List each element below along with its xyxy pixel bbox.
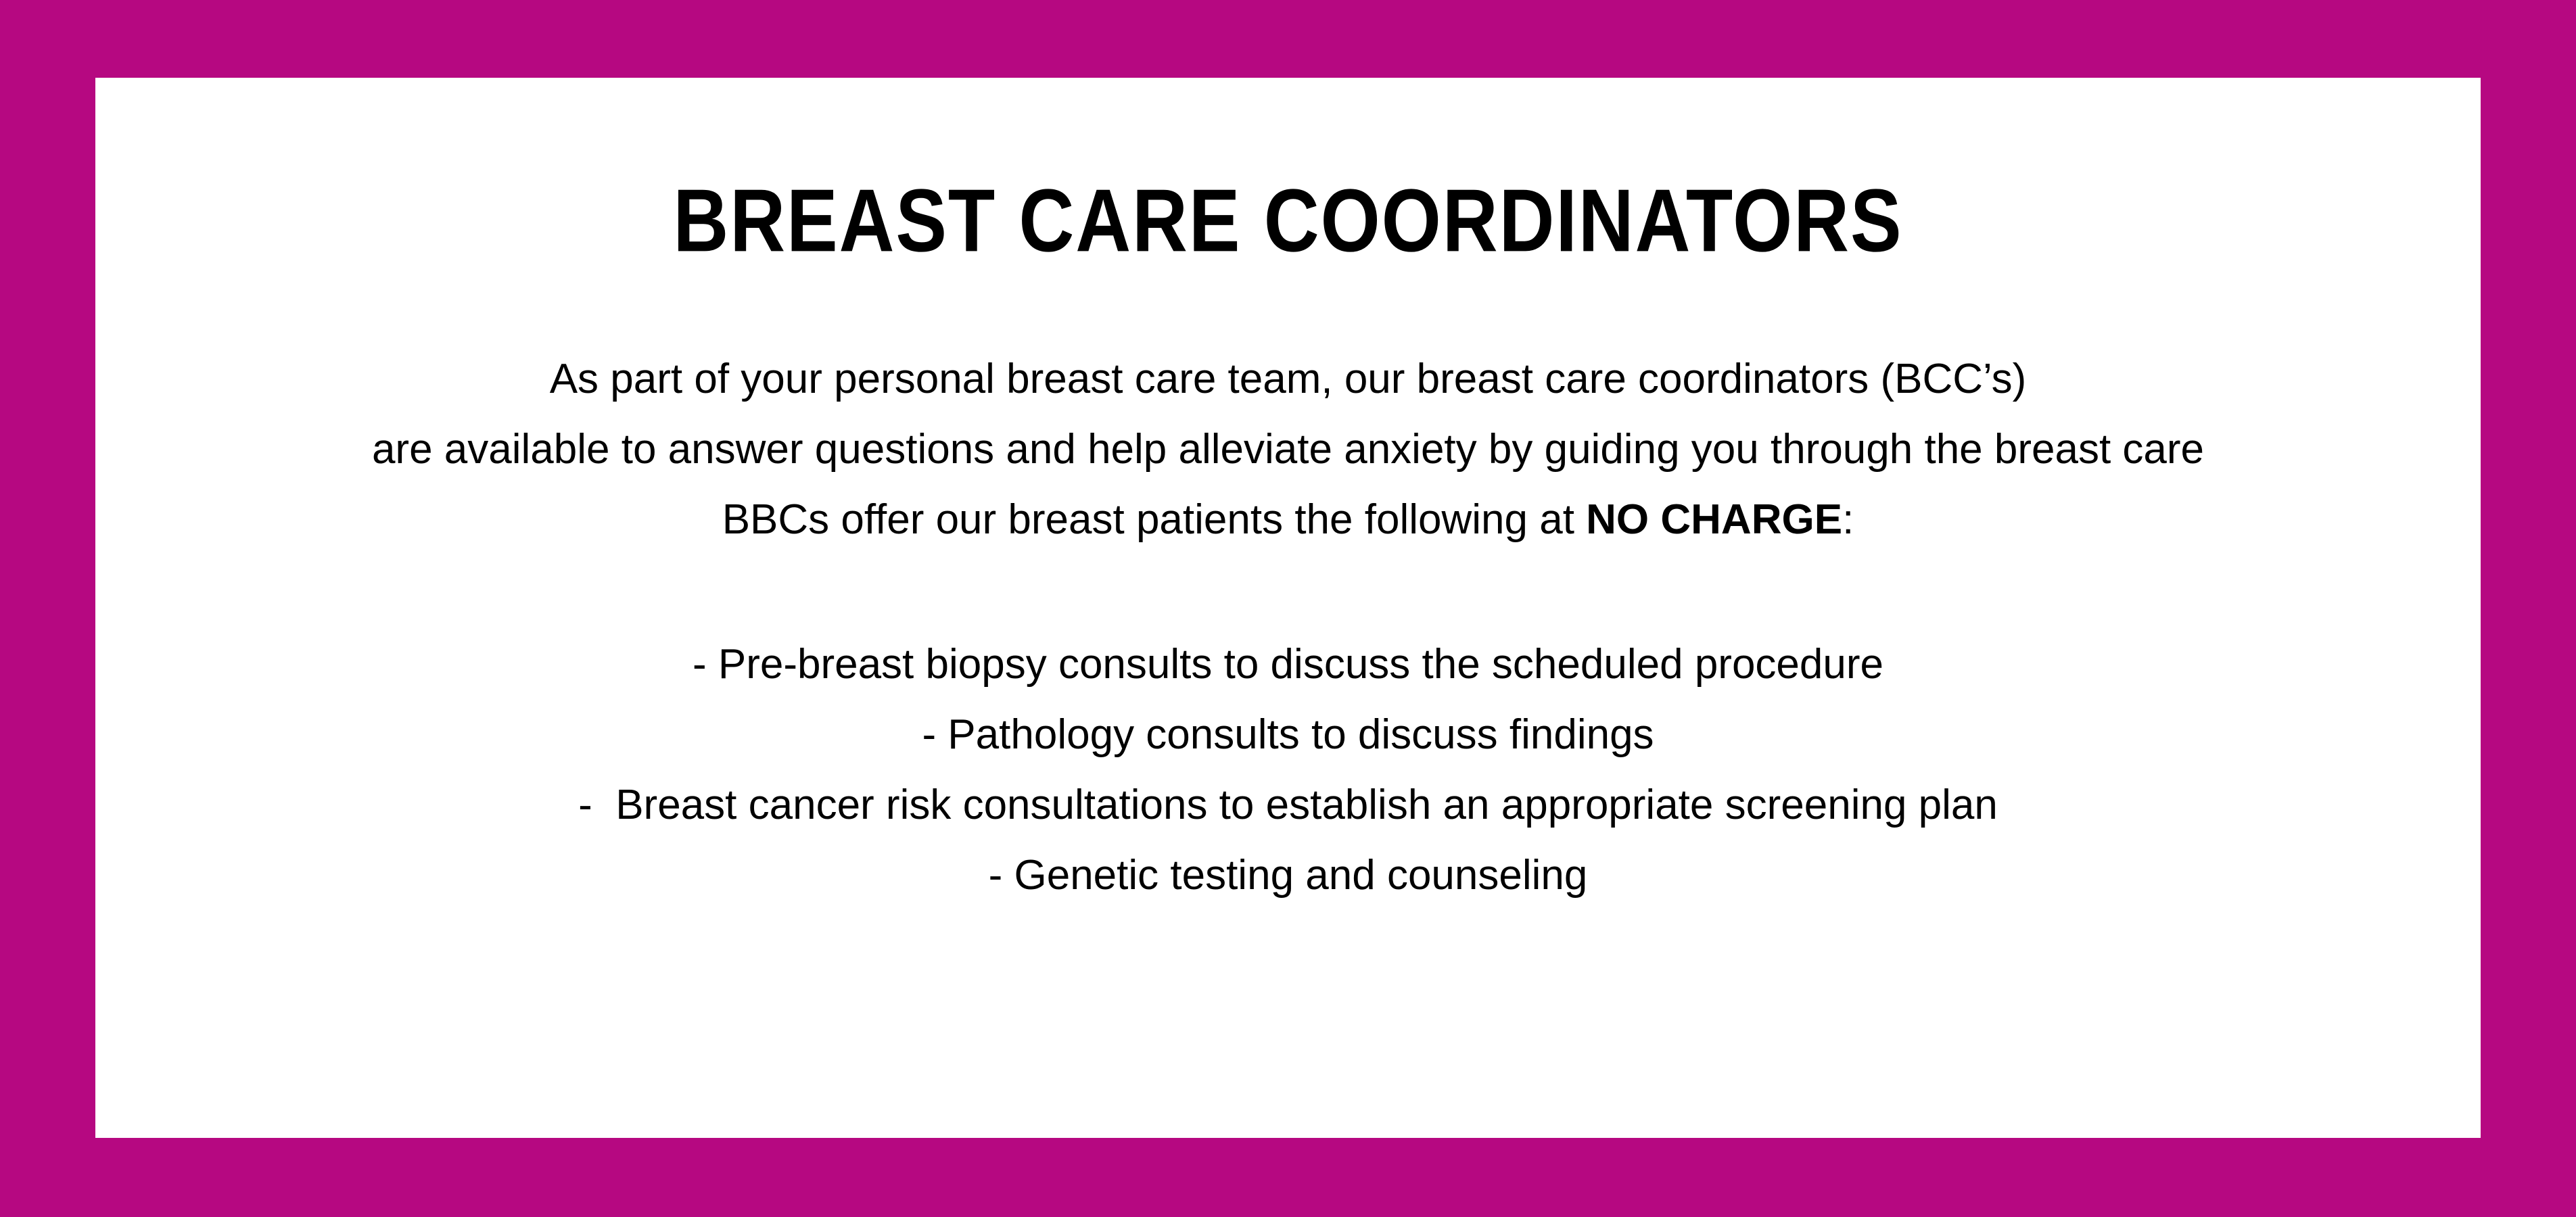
- intro-line-3-prefix: BBCs offer our breast patients the following at: [722, 496, 1587, 543]
- no-charge-emphasis: NO CHARGE: [1586, 496, 1843, 543]
- service-item-pre-biopsy-consults: - Pre-breast biopsy consults to discuss the scheduled procedure: [692, 641, 1884, 688]
- service-item-risk-consultations: - Breast cancer risk consultations to establish an appropriate screening plan: [578, 782, 1998, 828]
- content-card: [95, 78, 2481, 1138]
- service-item-genetic-testing: - Genetic testing and counseling: [988, 852, 1588, 899]
- page-title-text: BREAST CARE COORDINATORS: [673, 170, 1903, 270]
- intro-paragraph: [95, 344, 2481, 555]
- service-list: [95, 629, 2481, 911]
- intro-line-1: As part of your personal breast care team, our breast care coordinators (BCC’s): [549, 356, 2027, 402]
- service-item-pathology-consults: - Pathology consults to discuss findings: [922, 711, 1654, 758]
- intro-line-2: are available to answer questions and help alleviate anxiety by guiding you through the breast care: [371, 426, 2205, 473]
- intro-line-3: [95, 485, 2481, 555]
- intro-line-3-suffix: :: [1842, 496, 1854, 543]
- page-title: [95, 170, 2481, 270]
